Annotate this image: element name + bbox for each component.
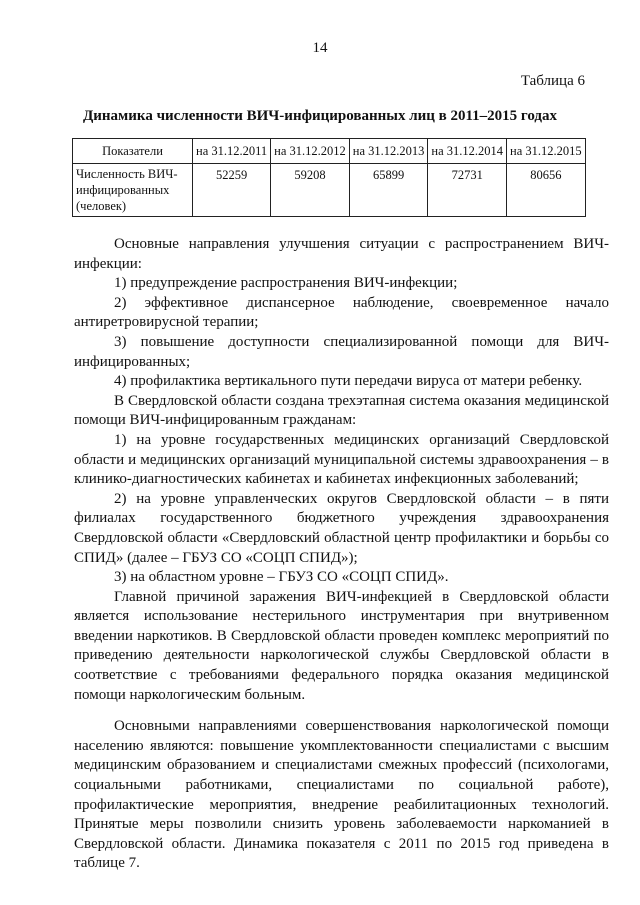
header-2012: на 31.12.2012 bbox=[271, 139, 350, 164]
value-2013: 65899 bbox=[349, 164, 428, 217]
list-item: 3) на областном уровне – ГБУЗ СО «СОЦП СПИД». bbox=[114, 569, 449, 586]
row-label: Численность ВИЧ-инфицированных (человек) bbox=[73, 164, 193, 217]
list-item: 1) на уровне государственных медицинских организаций Свердловской области и медицинских организаций муниципальной системы здравоохранения – в клинико-диагностических кабинетах и кабинетах инфекционных заболеваний; bbox=[74, 431, 609, 488]
value-2012: 59208 bbox=[271, 164, 350, 217]
table-row bbox=[73, 164, 586, 217]
header-2013: на 31.12.2013 bbox=[349, 139, 428, 164]
list-item: 2) эффективное диспансерное наблюдение, своевременное начало антиретровирусной терапии; bbox=[74, 294, 609, 331]
list-item: 4) профилактика вертикального пути передачи вируса от матери ребенку. bbox=[114, 373, 583, 390]
value-2015: 80656 bbox=[507, 164, 586, 217]
paragraph-main-cause: Главной причиной заражения ВИЧ-инфекцией в Свердловской области является использование нестерильного инструментария при внутривенном введении наркотиков. В Свердловской области проведен комплекс мероприятий по приведению деятельности наркологической службы Свердловской области в соответствие с требованиями федерального порядка оказания медицинской помощи наркологическим больным. bbox=[74, 588, 609, 703]
list-item: 3) повышение доступности специализированной помощи для ВИЧ-инфицированных; bbox=[74, 333, 609, 370]
header-2011: на 31.12.2011 bbox=[193, 139, 271, 164]
header-indicator: Показатели bbox=[73, 139, 193, 164]
paragraph-system: В Свердловской области создана трехэтапная система оказания медицинской помощи ВИЧ-инфицированным гражданам: bbox=[74, 392, 609, 429]
body-text bbox=[74, 235, 609, 874]
header-2015: на 31.12.2015 bbox=[507, 139, 586, 164]
hiv-dynamics-table bbox=[72, 138, 586, 217]
header-2014: на 31.12.2014 bbox=[428, 139, 507, 164]
table-header-row bbox=[73, 139, 586, 164]
value-2014: 72731 bbox=[428, 164, 507, 217]
table-label: Таблица 6 bbox=[520, 73, 585, 89]
paragraph-intro: Основные направления улучшения ситуации с распространением ВИЧ-инфекции: bbox=[74, 236, 609, 272]
list-item: 2) на уровне управленческих округов Свердловской области – в пяти филиалах государственного бюджетного учреждения здравоохранения Свердловской области «Свердловский областной центр профилактики и борьбы со СПИД» (далее – ГБУЗ СО «СОЦП СПИД»); bbox=[74, 490, 609, 566]
paragraph-directions: Основными направлениями совершенствования наркологической помощи населению являются: повышение укомплектованности специалистами с высшим медицинским образованием и специалистами смежных профессий (психологами, социальными работниками, специалистами по социальной работе), профилактические мероприятия, внедрение реабилитационных технологий. Принятые меры позволили снизить уровень заболеваемости наркоманией в Свердловской области. Динамика показателя с 2011 по 2015 год приведена в таблице 7. bbox=[74, 718, 609, 872]
table-title: Динамика численности ВИЧ-инфицированных лиц в 2011–2015 годах bbox=[82, 108, 558, 124]
list-item: 1) предупреждение распространения ВИЧ-инфекции; bbox=[114, 275, 458, 292]
page-number: 14 bbox=[312, 40, 328, 56]
value-2011: 52259 bbox=[193, 164, 271, 217]
